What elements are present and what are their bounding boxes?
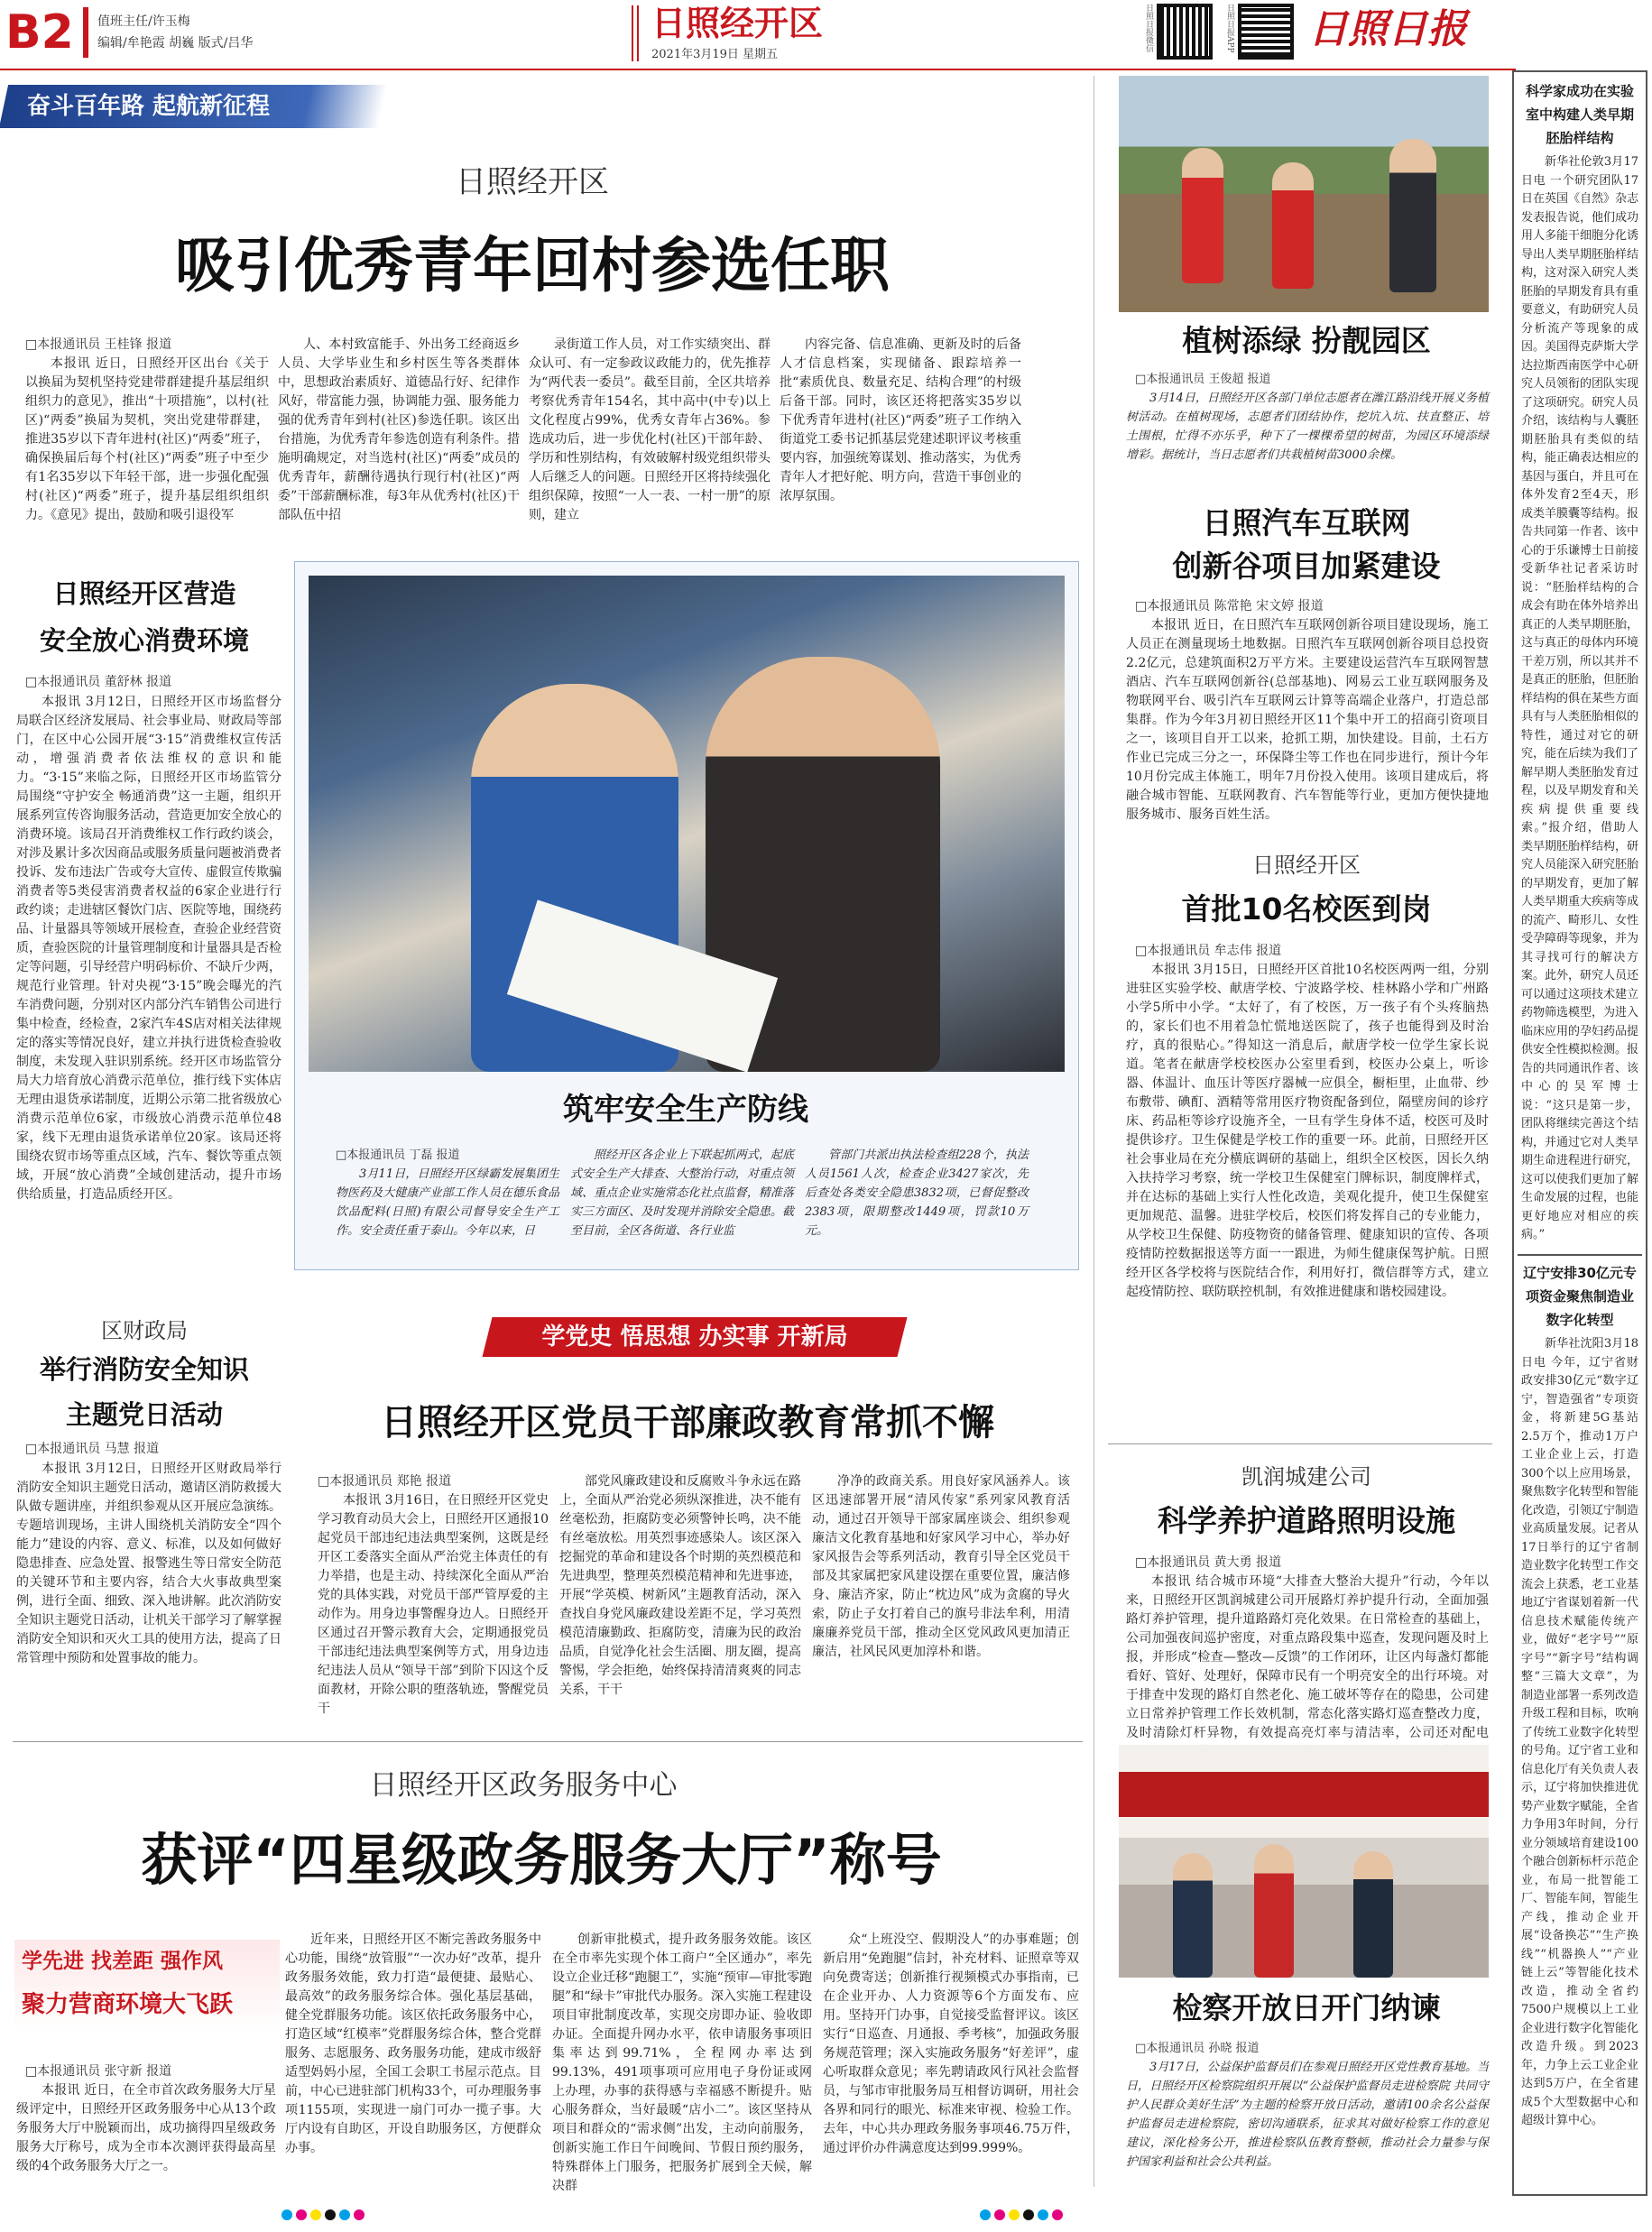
masthead-rule	[0, 69, 1516, 70]
court-photo	[1119, 1745, 1489, 1978]
lead-column-2: 人、本村致富能手、外出务工经商返乡人员、大学毕业生和乡村医生等各类群体中，思想政治素质好、道德品行好、纪律作风好，带富能力强，协调能力强、服务能力强的优秀青年到村(社区)参选任职。该区出台措施，为优秀青年参选创造有利条件。措施明确规定，对当选村(社区)“两委”成员的优秀青年，薪酬待遇执行现行村(社区)“两委”干部薪酬标准，每3年从优秀村(社区)干部队伍中招	[278, 337, 520, 522]
safety-photo	[309, 576, 1065, 1072]
masthead	[0, 0, 1652, 70]
consumer-headline-1: 日照经开区营造	[52, 578, 236, 609]
auto-byline: □本报通讯员 陈常艳 宋文婷 报道	[1135, 599, 1324, 613]
magenta-dot	[1052, 2209, 1063, 2220]
doctors-headline: 首批10名校医到岗	[1181, 891, 1432, 927]
qr1-caption: 日照日报微信	[1144, 4, 1153, 52]
court-headline: 检察开放日开门纳谏	[1172, 1990, 1441, 2025]
tree-body: 3月14日，日照经开区各部门单位志愿者在潍江路沿线开展义务植树活动。在植树现场，志愿者们团结协作，挖坑入坑、扶直整正、培土围根，忙得不亦乐乎，种下了一棵棵希望的树苗，为园区环境添绿增彩。据统计，当日志愿者们共栽植树苗3000余棵。	[1126, 392, 1489, 462]
side2-body: 新华社沈阳3月18日电 今年，辽宁省财政安排30亿元“数字辽宁，智造强省”专项资金，将新建5G基站2.5万个，推动1万户工业企业上云，打造300个以上应用场景，聚焦数字化转型和智能化改造，引领辽宁制造业高质量发展。记者从17日举行的辽宁省制造业数字化转型工作交流会上获悉，老工业基地辽宁省谋划着新一代信息技术赋能传统产业，做好“老字号”“原字号”“新字号”结构调整“三篇大文章”，为制造业部署一系列改造升级工程和目标，吹响了传统工业数字化转型的号角。辽宁省工业和信息化厅有关负责人表示，辽宁将加快推进优势产业数字赋能，全省力争用3年时间，分行业分领域培育建设100个融合创新标杆示范企业，布局一批智能工厂、智能车间，智能生产线，推动企业开展“设备换芯”“生产换线”“机器换人”“产业链上云”等智能化技术改造，推动全省约7500户规模以上工业企业进行数字化智能化改造升级。到2023年，力争上云工业企业达到5万户，在全省建成5个大型数据中心和超级计算中心。	[1521, 1337, 1639, 2127]
consumer-headline-2: 安全放心消费环境	[39, 625, 249, 656]
gov-slogan-1: 学先进 找差距 强作风	[22, 1950, 224, 1973]
court-byline: □本报通讯员 孙晓 报道	[1135, 2042, 1260, 2055]
magenta-dot	[354, 2209, 365, 2220]
magenta-dot	[296, 2209, 307, 2220]
lighting-byline: □本报通讯员 黄大勇 报道	[1135, 1555, 1282, 1570]
wall-panel	[1119, 1772, 1489, 1817]
editor-line-1: 值班主任/许玉梅	[97, 14, 190, 29]
lead-column-1: 本报讯 近日，日照经开区出台《关于以换届为契机坚持党建带群建提升基层组织组织力的意见》，推出“十项措施”，以村(社区)“两委”换届为契机，突出党建带群建，推进35岁以下青年进村(社区)“两委”班子，确保换届后每个村(社区)“两委”班子中至少有1名35岁以下年轻干部，进一步强化配强村(社区)“两委”班子，提升基层组织组织力。《意见》提出，鼓励和吸引退役军	[25, 356, 269, 522]
court-body: 3月17日，公益保护监督员们在参观日照经开区党性教育基地。当日，日照经开区检察院组织开展以“公益保护监督员走进检察院 共同守护人民群众美好生活”为主题的检察开放日活动，邀请100余名公益保护监督员走进检察院，密切沟通联系，征求其对做好检察工作的意见建议，深化检务公开，推进检察队伍教育整顿，推动社会力量参与保护国家利益和社会公共利益。	[1126, 2061, 1489, 2169]
consumer-body: 本报讯 3月12日，日照经开区市场监督分局联合区经济发展局、社会事业局、财政局等部门，在区中心公园开展“3·15”消费维权宣传活动，增强消费者依法维权的意识和能力。“3·15”来临之际，日照经开区市场监管分局围绕“守护安全 畅通消费”这一主题，组织开展系列宣传咨询服务活动，营造更加安全放心的消费环境。该局召开消费维权工作行政约谈会，对涉及累计多次因商品或服务质量问题被消费者投诉、发布违法广告或夸大宣传、虚假宣传欺骗消费者等5类侵害消费者权益的6家企业进行行政约谈；走进辖区餐饮门店、医院等地，围绕药品、计量器具等领域开展检查，查验企业经营资质，查验医院的计量管理制度和计量器具是否检定等问题，引导经营户明码标价、不缺斤少两，规范行业管理。针对央视“3·15”晚会曝光的汽车消费问题，分别对区内部分汽车销售公司进行集中检查，经检查，2家汽车4S店对相关法律规定的落实等情况良好，建立并执行进货检查验收制度，未发现入驻识别系统。经开区市场监管分局大力培育放心消费示范单位，推行线下实体店无理由退货承诺制度，近期公示第二批省级放心消费示范单位6家，市级放心消费示范单位48家，线下无理由退货承诺单位20家。该局还将围绕农贸市场等重点区域，汽车、餐饮等重点领域，开展“放心消费”全域创建活动，提升市场供给质量，打造品质经开区。	[16, 695, 281, 1202]
safety-headline: 筑牢安全生产防线	[563, 1092, 808, 1128]
gov-column-4: 众“上班没空、假期没人”的办事难题；创新启用“免跑腿”信封，补充材料、证照章等双向免费寄送；创新推行视频模式办事指南，已在企业开办、人力资源等6个方面发布、应用。坚持开门办事，自觉接受监督评议。该区实行“日巡查、月通报、季考核”，加强政务服务规范管理；深入实施政务服务“好差评”，虚心听取群众意见；率先聘请政风行风社会监督员，与邹市审批服务局互相督访调研，用社会各界和同行的眼光、标准来审视、检验工作。去年，中心共办理政务服务事项46.75万件，通过评价办件满意度达到99.999%。	[823, 1932, 1079, 2155]
issue-date: 2021年3月19日 星期五	[651, 48, 779, 61]
lead-headline: 吸引优秀青年回村参选任职	[175, 231, 890, 300]
visitor-figure	[1353, 1851, 1393, 1978]
tree-photo	[1119, 76, 1489, 312]
integrity-column-2: 部党风廉政建设和反腐败斗争永远在路上，全面从严治党必须纵深推进，决不能有丝毫松劲，拒腐防变必须警钟长鸣，决不能有丝毫放松。用英烈事迹感染人。该区深入挖掘党的革命和建设各个时期的英烈模范和先进典型，整理英烈模范精神和先进事迹，开展“学英模、树新风”主题教育活动，深入查找自身党风廉政建设差距不足，学习英烈模范清廉勤政、拒腐防变，清廉为民的政治品质，自觉净化社会生活圈、朋友圈，提高警惕，学会拒绝，始终保持清清爽爽的同志关系，干干	[559, 1474, 801, 1697]
safety-byline: □本报通讯员 丁磊 报道	[336, 1148, 460, 1162]
consumer-byline: □本报通讯员 董舒林 报道	[25, 675, 172, 689]
qr2-caption: 日照日报APP	[1225, 4, 1234, 53]
registration-dots-right	[980, 2207, 1088, 2221]
cyan-dot	[281, 2209, 292, 2220]
masthead-divider-1	[632, 5, 633, 61]
tree-headline: 植树添绿 扮靓园区	[1182, 323, 1431, 358]
volunteer-figure	[1389, 139, 1436, 292]
magenta-dot	[994, 2209, 1005, 2220]
doctors-body: 本报讯 3月15日，日照经开区首批10名校医两两一组，分别进驻区实验学校、献唐学校、宁波路学校、桂林路小学和广州路小学5所中小学。“太好了，有了校医，万一孩子有个头疼脑热的，家长们也不用着急忙慌地送医院了，孩子也能得到及时治疗，真的很贴心。”得知这一消息后，献唐学校一位学生家长说道。笔者在献唐学校校医办公室里看到，校医办公桌上，听诊器、体温计、血压计等医疗器械一应俱全，橱柜里，止血带、纱布敷带、碘酊、酒精等常用医疗物资配备到位，隔壁房间的诊疗床、药品柜等诊疗设施齐全，一旦有学生身体不适，校医可及时提供诊疗。卫生保健是学校工作的重要一环。此前，日照经开区社会事业局在充分横底调研的基础上，组织全区校医，因长久纳入扶持学习考察，统一学校卫生保健室门牌标识，制度牌样式，并在达标的基础上实行人性化改造，美观化提升，使卫生保健室更加规范、温馨。进驻学校后，校医们将发挥自己的专业能力，从学校卫生保健、防疫物资的储备管理、健康知识的宣传、各项疫情防控数据报送等方面一一跟进，为师生健康保驾护航。日照经开区各学校将与医院结合作，利用好打，微信群等方式，建立起疫情防控、联防联控机制，有效推进健康和谐校园建设。	[1126, 963, 1489, 1299]
registration-dots-left	[281, 2207, 390, 2221]
safety-caption-3: 管部门共派出执法检查组228个，执法人员1561人次，检查企业3427家次，先后查处各类安全隐患3832项，已督促整改2383项，限期整改1449项，罚款10万元。	[805, 1148, 1029, 1238]
lead-column-3: 录街道工作人员，对工作实绩突出、群众认可、有一定参政议政能力的，优先推荐为“两代表一委员”。截至目前，全区共培养考察优秀青年154名，其中高中(中专)以上文化程度占99%，优秀女青年占36%。参选成功后，进一步优化村(社区)干部年龄、学历和性别结构，有效破解村级党组织带头人后继乏人的问题。日照经开区将持续强化组织保障，按照“一人一表、一村一册”的原则，建立	[529, 337, 771, 522]
safety-caption-2: 照经开区各企业上下联起抓两式，起底式安全生产大排查、大整治行动，对重点领域、重点企业实施常态化社点监督，精准落实三方面区、及时发现并消除安全隐患。截至目前，全区各街道、各行业监	[570, 1148, 794, 1238]
black-dot	[1023, 2209, 1034, 2220]
gov-slogan-2: 聚力营商环境大飞跃	[22, 1991, 234, 2018]
cyan-dot	[980, 2209, 991, 2220]
black-dot	[325, 2209, 336, 2220]
yellow-dot	[310, 2209, 321, 2220]
gov-column-1: 本报讯 近日，在全市首次政务服务大厅星级评定中，日照经开区政务服务中心从13个政务服务大厅中脱颖而出，成功摘得四星级政务服务大厅称号，成为全市本次测评获得最高星级的4个政务服务大厅之一。	[16, 2083, 276, 2173]
fire-headline-2: 主题党日活动	[65, 1399, 223, 1430]
qr-code-icon	[1238, 4, 1294, 60]
page-code: B2	[5, 5, 74, 60]
lead-byline: □本报通讯员 王桂锋 报道	[25, 337, 172, 352]
lighting-body: 本报讯 结合城市环境“大排查大整治大提升”行动，今年以来，日照经开区凯润城建公司开展路灯养护提升行动，全面加强路灯养护管理，提升道路路灯亮化效果。在日常检查的基础上，公司加强夜间巡护密度，对重点路段集中巡查，发现问题及时上报，并形成“检查—整改—反馈”的工作闭环，让区内每盏灯都能看好、管好、处理好，保障市民有一个明亮安全的出行环境。对于排查中发现的路灯自然老化、施工破坏等存在的隐患，公司建立日常养护管理工作长效机制，常态化落实路灯巡查整改力度，及时清除灯杆异物，有效提高亮灯率与清洁率，公司还对配电	[1126, 1574, 1489, 1740]
tree-byline: □本报通讯员 王俊超 报道	[1135, 373, 1271, 386]
gov-column-3: 创新审批模式，提升政务服务效能。该区在全市率先实现个体工商户“全区通办”，率先设立企业迁移“跑腿工”，实施“预审—审批零跑腿”和“绿卡”审批代办服务。深入实施工程建设项目审批制度改革，实现交房即办证、验收即办证。全面提升网办水平，依申请服务事项旧集率达到99.71%，全程网办率达到99.13%，491项事项可应用电子身份证或网上办理，办事的获得感与幸福感不断提升。贴心服务群众，当好最暖“店小二”。该区坚持从项目和群众的“需求侧”出发，主动向前服务，创新实施工作日午间晚间、节假日预约服务，特殊群体上门服务，把服务扩展到全天候，解决群	[552, 1932, 812, 2193]
fire-byline: □本报通讯员 马慧 报道	[25, 1442, 160, 1456]
side1-body: 新华社伦敦3月17日电 一个研究团队17日在英国《自然》杂志发表报告说，他们成功用人多能干细胞分化诱导出人类早期胚胎样结构，这对深入研究人类胚胎的早期发育具有重要意义，有助研究人员分析流产等现象的成因。美国得克萨斯大学达拉斯西南医学中心研究人员领衔的团队实现了这项研究。研究人员介绍，该结构与人囊胚期胚胎具有类似的结构，能正确表达相应的基因与蛋白，并且可在体外发育2至4天，形成类羊膜囊等结构。报告共同第一作者、该中心的于乐谦博士日前接受新华社记者采访时说：“胚胎样结构的合成会有助在体外培养出真正的人类早期胚胎，这与真正的母体内环境干差万别，所以其并不是真正的胚胎，但胚胎样结构的俱在某些方面具有与人类胚胎相似的特性，通过对它的研究，能在后续为我们了解早期人类胚胎发育过程，以及早期发育和关疾病提供重要线索。”报介绍，借助人类早期胚胎样结构，研究人员能深入研究胚胎的早期发育，更加了解人类早期重大疾病等成的流产、畸形儿、女性受孕障碍等现象，并为其寻找可行的解决方案。此外，研究人员还可以通过这项技术建立药物筛选模型，为进入临床应用的孕妇药品提供安全性模拟检测。报告的共同通讯作者、该中心的吴军博士说：“这只是第一步，团队将继续完善这个结构，并通过它对人类早期生命进程进行研究，这可以使我们更加了解生命发展的过程，也能更好地应对相应的疾病。”	[1521, 155, 1639, 1241]
fire-body: 本报讯 3月12日，日照经开区财政局举行消防安全知识主题党日活动，邀请区消防救援大队做专题讲座，并组织参观从区开展应急演练。专题培训现场，主讲人围绕机关消防安全“四个能力”建设的内容、意义、标准，以及如何做好隐患排查、应急处置、报警逃生等日常安全防范的关键环节和主要内容，结合大火事故典型案例，进行全面、细致、深入地讲解。此次消防安全知识主题党日活动，让机关干部学习了解掌握消防安全知识和灭火工具的使用方法，提高了日常管理中预防和处置事故的能力。	[16, 1462, 281, 1665]
integrity-headline: 日照经开区党员干部廉政教育常抓不懈	[381, 1402, 994, 1443]
yellow-dot	[1009, 2209, 1020, 2220]
fire-kicker: 区财政局	[101, 1318, 188, 1343]
gov-headline: 获评“四星级政务服务大厅”称号	[141, 1827, 942, 1893]
lead-kicker: 日照经开区	[456, 164, 609, 200]
integrity-column-3: 净净的政商关系。用良好家风涵养人。该区迅速部署开展“清风传家”系列家风教育活动，通过召开领导干部家属座谈会、组织参观廉洁文化教育基地和好家风学习中心，举办好家风报告会等系列活动，教育引导全区党员干部及其家属把家风建设摆在重要位置，廉洁修身、廉洁齐家，防止“枕边风”成为贪腐的导火索，防止子女打着自己的旗号非法牟利，用清廉廉养党员干部，推动全区党风政风更加清正廉洁，社风民风更加淳朴和谐。	[812, 1474, 1070, 1659]
section-title: 日照经开区	[651, 4, 824, 43]
paper-name-logo: 日照日报	[1308, 6, 1467, 52]
section-divider	[13, 1741, 1083, 1742]
lighting-headline: 科学养护道路照明设施	[1158, 1503, 1455, 1538]
cyan-dot	[339, 2209, 350, 2220]
integrity-column-1: 本报讯 3月16日，在日照经开区党史学习教育动员大会上，日照经开区通报10起党员干部违纪违法典型案例，这既是经开区工委落实全面从严治党主体责任的有力举措，也是主动、持续深化全面从严治党的具体实践，对党员干部严管厚爱的主动作为。用身边事警醒身边人。日照经开区通过召开警示教育大会，定期通报党员干部违纪违法典型案例等方式，用身边违纪违法人员从“领导干部”到阶下囚这个反面教材，开除公职的堕落轨迹，警醒党员干	[318, 1493, 549, 1716]
doctors-byline: □本报通讯员 牟志伟 报道	[1135, 944, 1282, 958]
fire-headline-1: 举行消防安全知识	[39, 1354, 249, 1385]
lighting-kicker: 凯润城建公司	[1241, 1464, 1371, 1490]
gov-byline: □本报通讯员 张守新 报道	[25, 2064, 172, 2079]
gov-kicker: 日照经开区政务服务中心	[369, 1769, 678, 1802]
masthead-divider-2	[637, 5, 639, 61]
cyan-dot	[1038, 2209, 1048, 2220]
doctors-kicker: 日照经开区	[1252, 853, 1361, 878]
volunteer-figure	[1272, 162, 1314, 289]
volunteer-figure	[1182, 148, 1223, 283]
section-divider	[1108, 1443, 1492, 1444]
party-banner-text: 学党史 悟思想 办实事 开新局	[541, 1324, 848, 1351]
lead-column-4: 内容完备、信息准确、更新及时的后备人才信息档案，实现储备、跟踪培养一批“素质优良、数量充足、结构合理”的村级后备干部。同时，该区还将把落实35岁以下优秀青年进村(社区)“两委”班子工作纳入街道党工委书记抓基层党建述职评议考核重要内容，加强统筹谋划、推动落实，为优秀青年人才把好舵、明方向，营造干事创业的浓厚氛围。	[780, 337, 1021, 503]
sidebar-divider	[1518, 1254, 1642, 1256]
side2-headline: 辽宁安排30亿元专项资金聚焦制造业数字化转型	[1523, 1265, 1637, 1328]
auto-headline-1: 日照汽车互联网	[1202, 505, 1411, 540]
banner-text: 奋斗百年路 起航新征程	[27, 93, 271, 120]
auto-headline-2: 创新谷项目加紧建设	[1172, 549, 1441, 584]
visitor-figure	[1173, 1853, 1213, 1978]
qr-code-icon	[1157, 4, 1213, 60]
editor-line-2: 编辑/牟艳霞 胡巍 版式/吕华	[97, 36, 254, 51]
auto-body: 本报讯 近日，在日照汽车互联网创新谷项目建设现场，施工人员正在测量现场土地数据。日照汽车互联网创新谷项目总投资2.2亿元，总建筑面积2万平方米。主要建设运营汽车互联网智慧酒店、汽车互联网创新谷(总部基地)、网易云工业互联网服务及物联网平台、吸引汽车互联网云计算等高端企业落户，打造总部集群。作为今年3月初日照经开区11个集中开工的招商引资项目之一，该项目自开工以来，抢抓工期，加快建设。目前，土石方作业已完成三分之一，环保降尘等工作也在同步进行，预计今年10月份完成主体施工，明年7月份投入使用。该项目建成后，将融合城市智能、互联网教育、汽车智能等行业，更加方便快捷地服务城市、服务百姓生活。	[1126, 618, 1489, 822]
visitor-figure	[1254, 1844, 1294, 1978]
integrity-byline: □本报通讯员 郑艳 报道	[318, 1474, 452, 1489]
side1-headline: 科学家成功在实验室中构建人类早期胚胎样结构	[1525, 83, 1634, 146]
page-code-bar	[83, 7, 88, 58]
gov-column-2: 近年来，日照经开区不断完善政务服务中心功能，围绕“放管服”“一次办好”改革，提升政务服务效能，致力打造“最便捷、最贴心、最高效”的政务服务综合体。强化基层基础，健全党群服务功能。该区依托政务服务中心，打造区域“红模率”党群服务综合体，整合党群服务、志愿服务、政务服务功能，建成市级舒适型妈妈小屋，全国工会职工书屋示范点。目前，中心已进驻部门机构33个，可办理服务事项1155项，实现进一扇门可办一揽子事。大厅内设有自助区，开设自助服务区，方便群众办事。	[285, 1932, 541, 2155]
safety-caption-1: 3月11日，日照经开区绿霸发展集团生物医药及大健康产业部工作人员在德乐食品饮品配料(日照)有限公司督导安全生产工作。安全责任重于泰山。今年以来，日	[336, 1167, 559, 1238]
